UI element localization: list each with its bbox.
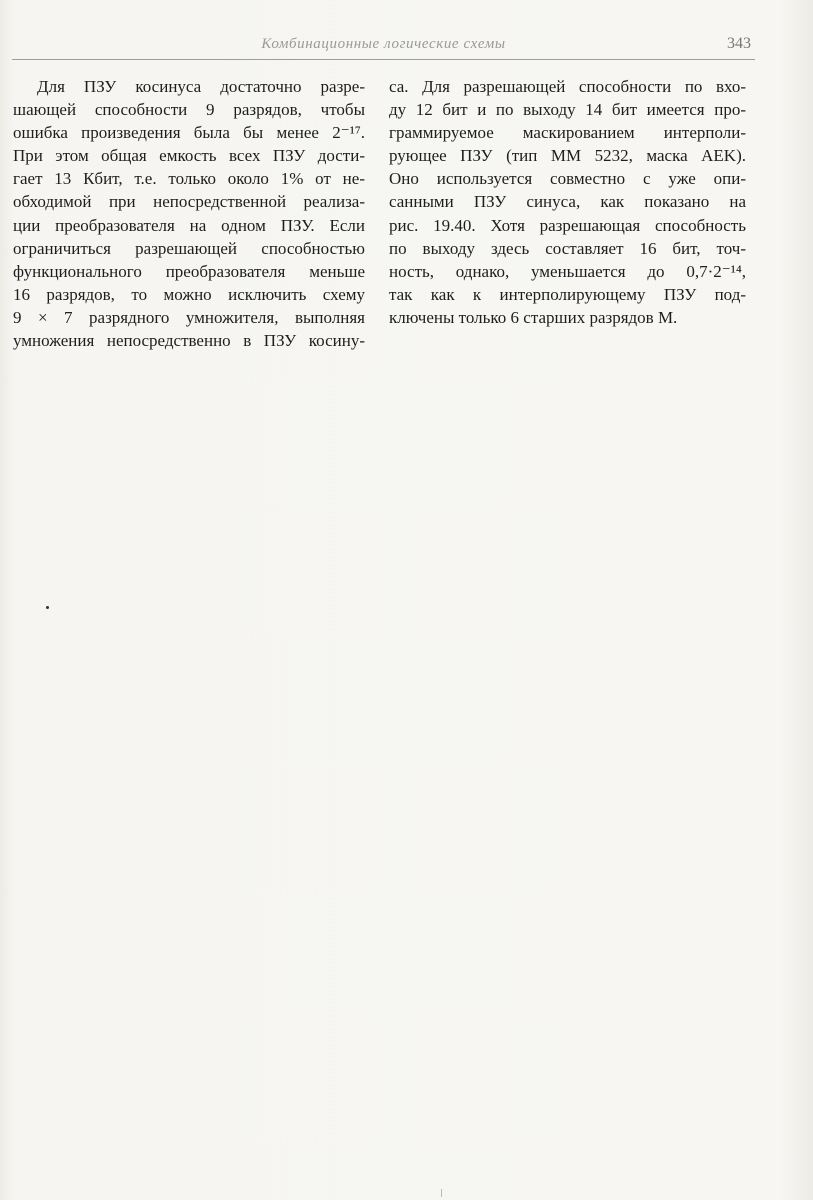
text-line: ограничиться разрешающей способностью — [13, 238, 365, 258]
header-rule — [12, 59, 755, 60]
text-line: функционального преобразователя меньше — [13, 261, 365, 281]
text-line: санными ПЗУ синуса, как показано на — [389, 192, 746, 212]
text-line: ции преобразователя на одном ПЗУ. Если — [13, 215, 365, 235]
text-line: ошибка произведения была бы менее 2⁻¹⁷. — [13, 123, 365, 143]
text-line: са. Для разрешающей способности по вхо- — [389, 77, 746, 96]
text-line: Оно используется совместно с уже опи- — [389, 169, 746, 189]
text-line: При этом общая емкость всех ПЗУ дости- — [13, 146, 365, 166]
text-line: так как к интерполирующему ПЗУ под- — [389, 284, 746, 304]
text-line: 16 разрядов, то можно исключить схему — [13, 284, 365, 304]
page-header — [12, 34, 755, 60]
scan-mark — [441, 1189, 442, 1197]
text-line: умножения непосредственно в ПЗУ косину- — [13, 331, 365, 351]
text-line: 9 × 7 разрядного умножителя, выполняя — [13, 307, 365, 327]
text-column-right — [389, 75, 746, 329]
running-title: Комбинационные логические схемы — [261, 36, 506, 52]
text-line: ду 12 бит и по выходу 14 бит имеется про- — [389, 100, 746, 120]
text-line: рис. 19.40. Хотя разрешающая способность — [389, 215, 746, 235]
text-line: граммируемое маскированием интерполи- — [389, 123, 746, 143]
text-line: по выходу здесь составляет 16 бит, точ- — [389, 238, 746, 258]
page-number: 343 — [727, 35, 751, 52]
text-column-left — [13, 75, 365, 352]
text-line: гает 13 Кбит, т.е. только около 1% от не- — [13, 169, 365, 189]
text-line: Для ПЗУ косинуса достаточно разре- — [37, 77, 365, 96]
text-line: ключены только 6 старших разрядов M. — [389, 307, 678, 327]
text-line: рующее ПЗУ (тип ММ 5232, маска AEK). — [389, 146, 746, 166]
text-line: шающей способности 9 разрядов, чтобы — [13, 100, 365, 120]
text-line: обходимой при непосредственной реализа- — [13, 192, 365, 212]
scan-speck — [46, 606, 49, 609]
text-line: ность, однако, уменьшается до 0,7·2⁻¹⁴, — [389, 261, 746, 281]
